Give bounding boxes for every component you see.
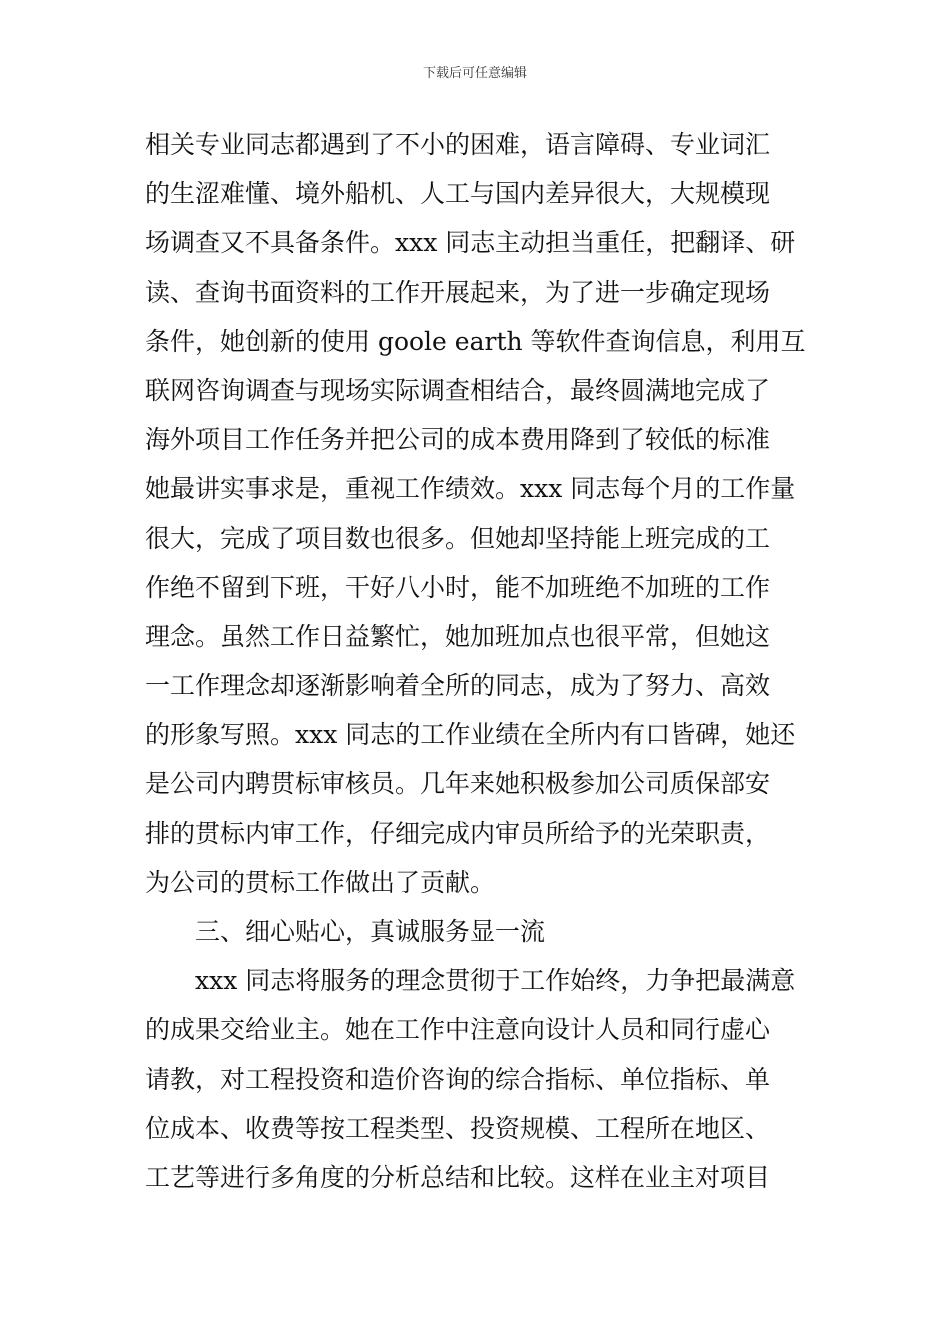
body-line: 作绝不留到下班，干好八小时，能不加班绝不加班的工作 xyxy=(145,572,771,602)
body-line: 读、查询书面资料的工作开展起来，为了进一步确定现场 xyxy=(145,277,771,307)
body-line: 排的贯标内审工作，仔细完成内审员所给予的光荣职责， xyxy=(145,818,771,848)
body-line: 请教，对工程投资和造价咨询的综合指标、单位指标、单 xyxy=(145,1064,771,1094)
body-line: 位成本、收费等按工程类型、投资规模、工程所在地区、 xyxy=(145,1113,771,1143)
section-heading: 三、细心贴心，真诚服务显一流 xyxy=(195,917,546,946)
document-body xyxy=(145,128,810,1210)
body-line: 海外项目工作任务并把公司的成本费用降到了较低的标准 xyxy=(145,425,771,455)
body-line: 为公司的贯标工作做出了贡献。 xyxy=(145,867,496,897)
body-line: 理念。虽然工作日益繁忙，她加班加点也很平常，但她这 xyxy=(145,621,771,651)
body-line: 的生涩难懂、境外船机、人工与国内差异很大，大规模现 xyxy=(145,179,771,209)
body-line: 场调查又不具备条件。xxx 同志主动担当重任，把翻译、研 xyxy=(145,228,796,258)
paragraph-first-line: xxx 同志将服务的理念贯彻于工作始终，力争把最满意 xyxy=(195,966,796,996)
body-line: 一工作理念却逐渐影响着全所的同志，成为了努力、高效 xyxy=(145,671,771,701)
body-line: 她最讲实事求是，重视工作绩效。xxx 同志每个月的工作量 xyxy=(145,474,796,504)
body-line: 的成果交给业主。她在工作中注意向设计人员和同行虚心 xyxy=(145,1015,771,1045)
page-header-note: 下载后可任意编辑 xyxy=(422,66,527,81)
body-line: 工艺等进行多角度的分析总结和比较。这样在业主对项目 xyxy=(145,1162,771,1192)
body-line: 很大，完成了项目数也很多。但她却坚持能上班完成的工 xyxy=(145,523,771,553)
body-line: 相关专业同志都遇到了不小的困难，语言障碍、专业词汇 xyxy=(145,130,771,159)
body-line: 是公司内聘贯标审核员。几年来她积极参加公司质保部安 xyxy=(145,769,771,799)
body-line: 的形象写照。xxx 同志的工作业绩在全所内有口皆碑，她还 xyxy=(145,720,796,750)
body-line: 联网咨询调查与现场实际调查相结合，最终圆满地完成了 xyxy=(145,375,771,405)
body-line: 条件，她创新的使用 goole earth 等软件查询信息，利用互 xyxy=(145,326,806,356)
